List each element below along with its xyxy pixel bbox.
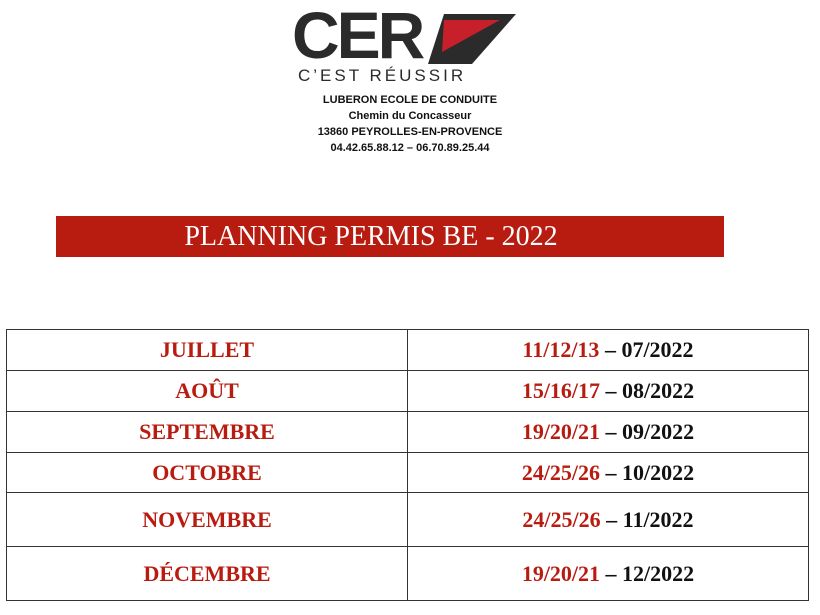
street-address: Chemin du Concasseur bbox=[348, 110, 472, 122]
table-row bbox=[7, 371, 809, 412]
month-cell: AOÛT bbox=[7, 371, 408, 412]
dates-cell bbox=[408, 371, 809, 412]
period-text: 12/2022 bbox=[622, 560, 695, 586]
period-text: 09/2022 bbox=[622, 419, 695, 444]
page-title: PLANNING PERMIS BE - 2022 bbox=[184, 221, 558, 252]
logo-tagline: C’EST RÉUSSIR bbox=[298, 66, 467, 85]
logo-wordmark: CER bbox=[292, 0, 423, 72]
period-text: 10/2022 bbox=[622, 459, 695, 485]
table-row bbox=[7, 453, 809, 493]
month-cell: OCTOBRE bbox=[7, 453, 408, 493]
period-text: 08/2022 bbox=[622, 378, 695, 403]
dates-cell bbox=[408, 493, 809, 547]
month-cell: SEPTEMBRE bbox=[7, 412, 408, 453]
date-separator: – bbox=[600, 459, 623, 485]
schedule-table bbox=[6, 329, 809, 601]
month-cell: JUILLET bbox=[7, 330, 408, 371]
table-row bbox=[7, 493, 809, 547]
days-text: 24/25/26 bbox=[521, 459, 601, 485]
city-address: 13860 PEYROLLES-EN-PROVENCE bbox=[317, 126, 503, 138]
phone-numbers: 04.42.65.88.12 – 06.70.89.25.44 bbox=[330, 142, 490, 154]
address-block bbox=[260, 92, 560, 156]
dates-cell bbox=[408, 330, 809, 371]
date-separator: – bbox=[599, 337, 622, 362]
table-row bbox=[7, 412, 809, 453]
month-cell: DÉCEMBRE bbox=[7, 547, 408, 601]
dates-cell bbox=[408, 412, 809, 453]
date-separator: – bbox=[600, 506, 623, 532]
date-separator: – bbox=[600, 378, 623, 403]
date-separator: – bbox=[600, 419, 623, 444]
period-text: 07/2022 bbox=[621, 337, 694, 362]
title-banner bbox=[56, 216, 724, 257]
month-cell: NOVEMBRE bbox=[7, 493, 408, 547]
table-row bbox=[7, 547, 809, 601]
cer-logo bbox=[292, 0, 524, 88]
logo-arrow-mark bbox=[422, 12, 518, 66]
dates-cell bbox=[408, 547, 809, 601]
table-row bbox=[7, 330, 809, 371]
dates-cell bbox=[408, 453, 809, 493]
days-text: 19/20/21 bbox=[521, 419, 601, 444]
days-text: 15/16/17 bbox=[521, 378, 601, 403]
school-name: LUBERON ECOLE DE CONDUITE bbox=[322, 94, 498, 106]
days-text: 19/20/21 bbox=[521, 560, 601, 586]
date-separator: – bbox=[600, 560, 623, 586]
period-text: 11/2022 bbox=[622, 506, 694, 532]
days-text: 24/25/26 bbox=[522, 506, 601, 532]
days-text: 11/12/13 bbox=[522, 337, 600, 362]
